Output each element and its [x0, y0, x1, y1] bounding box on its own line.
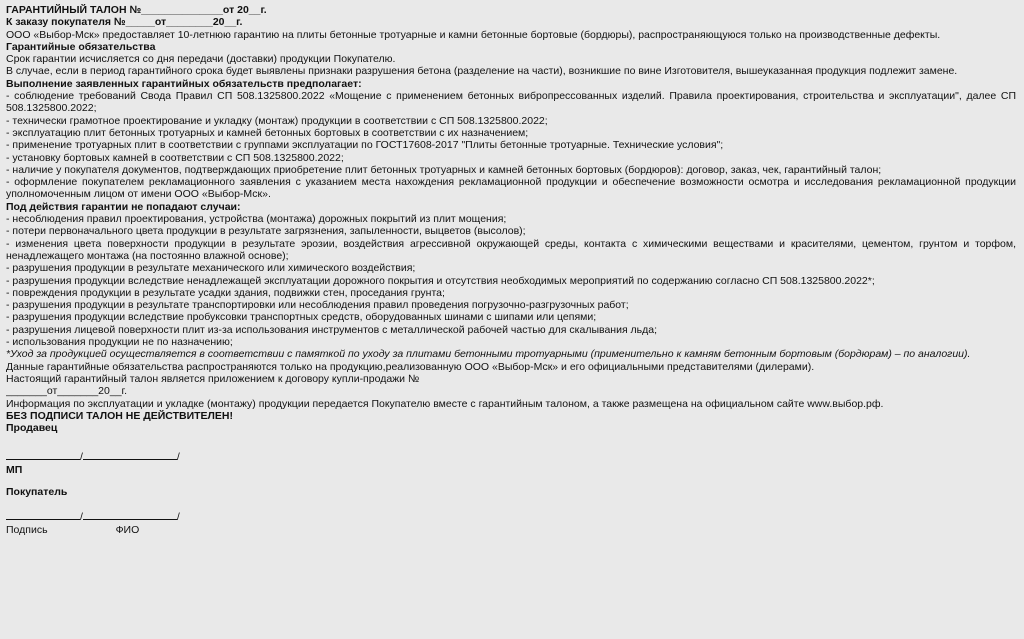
list-item: - разрушения продукции вследствие пробуксовки транспортных средств, оборудованных шинами с шипами или цепями;	[6, 311, 597, 324]
list-item: - разрушения продукции в результате транспортировки или несоблюдения правил проведения погрузочно-разгрузочных работ;	[6, 299, 629, 312]
list-item: - наличие у покупателя документов, подтверждающих приобретение плит бетонных тротуарных и камней бетонных бортовых (бордюров): договор, заказ, чек, гарантийный талон;	[6, 163, 882, 176]
list-item: - несоблюдения правил проектирования, устройства (монтажа) дорожных покрытий из плит мощения;	[6, 213, 507, 226]
list-item: - использования продукции не по назначению;	[6, 336, 233, 349]
list-item: - оформление покупателем рекламационного заявления с указанием места нахождения рекламационной продукции и обеспечение возможности осмотра и исследования рекламационной продукции уполномоченным лицом от имени ООО «Выбор-Мск».	[6, 176, 1016, 201]
list-item: - применение тротуарных плит в соответствии с группами эксплуатации по ГОСТ17608-2017 "Плиты бетонные тротуарные. Технические условия";	[6, 139, 724, 152]
seller-signature-blank	[6, 448, 80, 460]
intro-text: ООО «Выбор-Мск» предоставляет 10-летнюю гарантию на плиты бетонные тротуарные и камни бетонные бортовые (бордюры), распространяющуюся только на производственные дефекты.	[6, 28, 941, 41]
term-text: Срок гарантии исчисляется со дня передачи (доставки) продукции Покупателю.	[6, 53, 396, 66]
order-reference: К заказу покупателя №_____от________20__г.	[6, 16, 243, 29]
signature-warning: БЕЗ ПОДПИСИ ТАЛОН НЕ ДЕЙСТВИТЕЛЕН!	[6, 409, 234, 422]
exclusions-heading: Под действия гарантии не попадают случаи:	[6, 200, 241, 213]
signature-caption: Подпись	[6, 523, 48, 536]
list-item: - потери первоначального цвета продукции в результате загрязнения, запыленности, выцветов (высолов);	[6, 225, 526, 238]
seller-label: Продавец	[6, 422, 58, 435]
stamp-label: МП	[6, 463, 23, 476]
care-note: *Уход за продукцией осуществляется в соответствии с памяткой по уходу за плитами бетонными тротуарными (применительно к камням бетонным бортовым (бордюрам) – по аналогии).	[6, 348, 971, 361]
list-item: - повреждения продукции в результате усадки здания, подвижки стен, проседания грунта;	[6, 286, 445, 299]
list-item: - эксплуатацию плит бетонных тротуарных и камней бетонных бортовых в соответствии с их назначением;	[6, 126, 529, 139]
document-title: ГАРАНТИЙНЫЙ ТАЛОН №______________от 20__г.	[6, 4, 267, 16]
buyer-signature-blank	[6, 508, 80, 520]
buyer-signature-line	[6, 508, 1016, 523]
separator-slash: /	[80, 451, 83, 464]
buyer-label: Покупатель	[6, 485, 68, 498]
appendix-text: Настоящий гарантийный талон является приложением к договору купли-продажи №	[6, 372, 420, 385]
obligations-heading: Гарантийные обязательства	[6, 40, 156, 53]
signature-captions	[6, 524, 1016, 536]
separator-slash: /	[176, 451, 180, 464]
list-item: - разрушения продукции вследствие ненадлежащей эксплуатации дорожного покрытия и отсутствия необходимых мероприятий по содержанию согласно СП 508.1325800.2022*;	[6, 274, 875, 287]
separator-slash: /	[80, 511, 83, 524]
list-item: - технически грамотное проектирование и укладку (монтаж) продукции в соответствии с СП 508.1325800.2022;	[6, 114, 548, 127]
info-text: Информация по эксплуатации и укладке (монтажу) продукции передается Покупателю вместе с гарантийным талоном, а также размещена на официальном сайте www.выбор.рф.	[6, 397, 884, 410]
list-item: - разрушения продукции в результате механического или химического воздействия;	[6, 262, 416, 275]
appendix-date: _______от_______20__г.	[6, 385, 127, 398]
separator-slash: /	[176, 511, 180, 524]
replacement-text: В случае, если в период гарантийного срока будет выявлены признаки разрушения бетона (разделение на части), возникшие по вине Изготовителя, вышеуказанная продукция подлежит замене.	[6, 65, 958, 78]
seller-name-blank	[83, 448, 177, 460]
fulfillment-heading: Выполнение заявленных гарантийных обязательств предполагает:	[6, 77, 362, 90]
list-item: - изменения цвета поверхности продукции в результате эрозии, воздействия агрессивной окружающей среды, контакта с химическими веществами и красителями, цементом, грунтом и торфом, ненадлежащего монтажа (на постоянно влажной основе);	[6, 237, 1016, 262]
buyer-name-blank	[83, 508, 177, 520]
list-item: - разрушения лицевой поверхности плит из-за использования инструментов с металлической рабочей частью для скалывания льда;	[6, 323, 658, 336]
list-item: - соблюдение требований Свода Правил СП 508.1325800.2022 «Мощение с применением бетонных вибропрессованных изделий. Правила проектирования, строительства и эксплуатации", далее СП 508.1325800.2022;	[6, 90, 1016, 115]
fio-caption: ФИО	[115, 523, 140, 536]
scope-text: Данные гарантийные обязательства распространяются только на продукцию,реализованную ООО «Выбор-Мск» и его официальными представителями (дилерами).	[6, 360, 815, 373]
list-item: - установку бортовых камней в соответствии с СП 508.1325800.2022;	[6, 151, 344, 164]
seller-signature-line	[6, 448, 1016, 463]
